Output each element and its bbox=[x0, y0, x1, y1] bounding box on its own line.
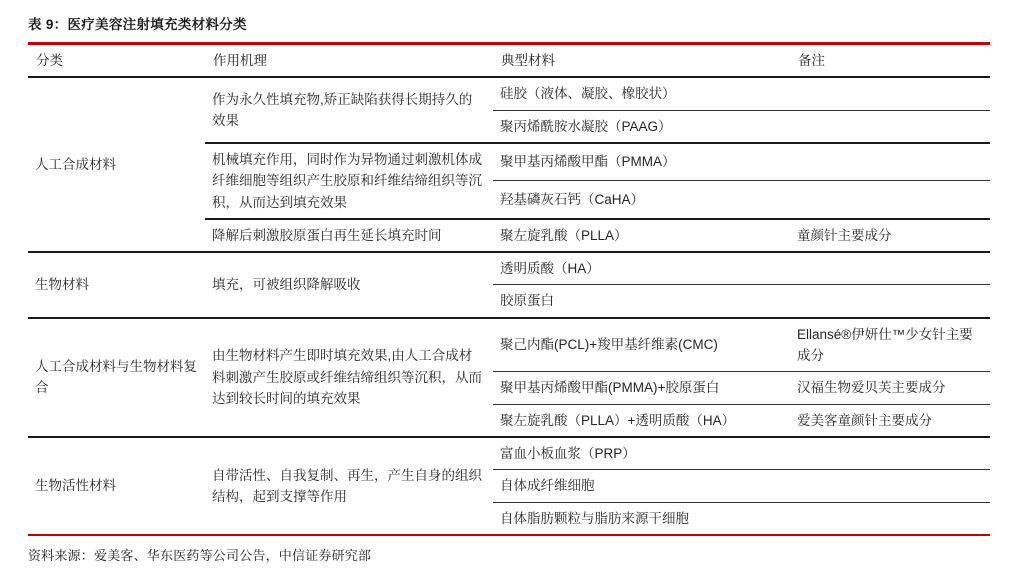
table-title: 表 9：医疗美容注射填充类材料分类 bbox=[28, 17, 247, 32]
col-header-note: 备注 bbox=[790, 45, 990, 77]
note-cell: 爱美客童颜针主要成分 bbox=[790, 404, 990, 437]
material-cell: 硅胶（液体、凝胶、橡胶状） bbox=[500, 86, 676, 102]
material-cell: 聚己内酯(PCL)+羧甲基纤维素(CMC) bbox=[493, 318, 790, 372]
header-row bbox=[28, 45, 990, 77]
note-cell bbox=[790, 143, 990, 181]
materials-table bbox=[28, 45, 990, 534]
material-cell: 聚丙烯酰胺水凝胶（PAAG） bbox=[493, 110, 790, 143]
note-cell bbox=[790, 470, 990, 502]
table-row bbox=[28, 77, 990, 110]
col-header-mechanism: 作用机理 bbox=[205, 45, 493, 77]
note-cell: 汉福生物爱贝芙主要成分 bbox=[790, 372, 990, 404]
material-cell: 聚左旋乳酸（PLLA） bbox=[493, 219, 790, 252]
note-cell bbox=[790, 77, 990, 110]
material-cell: 自体成纤维细胞 bbox=[493, 470, 790, 502]
col-header-category: 分类 bbox=[28, 45, 205, 77]
material-cell: 透明质酸（HA） bbox=[493, 252, 790, 285]
note-cell: Ellansé®伊妍仕™少女针主要成分 bbox=[790, 318, 990, 372]
note-cell bbox=[790, 437, 990, 470]
mechanism-cell: 机械填充作用，同时作为异物通过刺激机体成纤维细胞等组织产生胶原和纤维结缔组织等沉积，从而达到填充效果 bbox=[205, 143, 493, 219]
material-cell: 羟基磷灰石钙（CaHA） bbox=[493, 181, 790, 219]
mechanism-cell: 自带活性、自我复制、再生，产生自身的组织结构，起到支撑等作用 bbox=[205, 437, 493, 534]
material-cell: 聚甲基丙烯酸甲酯(PMMA)+胶原蛋白 bbox=[493, 372, 790, 404]
note-cell bbox=[790, 502, 990, 534]
note-cell bbox=[790, 252, 990, 285]
mechanism-cell: 填充，可被组织降解吸收 bbox=[205, 252, 493, 318]
material-cell: 富血小板血浆（PRP） bbox=[493, 437, 790, 470]
note-cell bbox=[790, 181, 990, 219]
category-cell: 人工合成材料与生物材料复合 bbox=[28, 318, 205, 437]
category-cell: 生物材料 bbox=[28, 252, 205, 318]
category-cell: 人工合成材料 bbox=[35, 157, 116, 172]
material-cell: 胶原蛋白 bbox=[493, 285, 790, 318]
table-row bbox=[28, 252, 990, 285]
mechanism-cell: 作为永久性填充物,矫正缺陷获得长期持久的效果 bbox=[212, 91, 473, 129]
mechanism-cell: 由生物材料产生即时填充效果,由人工合成材料刺激产生胶原或纤维结缔组织等沉积，从而达到较长时间的填充效果 bbox=[205, 318, 493, 437]
note-cell: 童颜针主要成分 bbox=[790, 219, 990, 252]
note-cell bbox=[790, 110, 990, 143]
material-cell: 自体脂肪颗粒与脂肪来源干细胞 bbox=[493, 502, 790, 534]
source-note: 资料来源：爱美客、华东医药等公司公告，中信证券研究部 bbox=[28, 548, 372, 564]
note-cell bbox=[790, 285, 990, 318]
table-row bbox=[28, 437, 990, 470]
mechanism-cell: 降解后刺激胶原蛋白再生延长填充时间 bbox=[205, 219, 493, 252]
col-header-material: 典型材料 bbox=[493, 45, 790, 77]
category-cell: 生物活性材料 bbox=[28, 437, 205, 534]
material-cell: 聚左旋乳酸（PLLA）+透明质酸（HA） bbox=[493, 404, 790, 437]
table-row bbox=[28, 318, 990, 372]
material-cell: 聚甲基丙烯酸甲酯（PMMA） bbox=[493, 143, 790, 181]
bottom-rule bbox=[28, 534, 990, 536]
